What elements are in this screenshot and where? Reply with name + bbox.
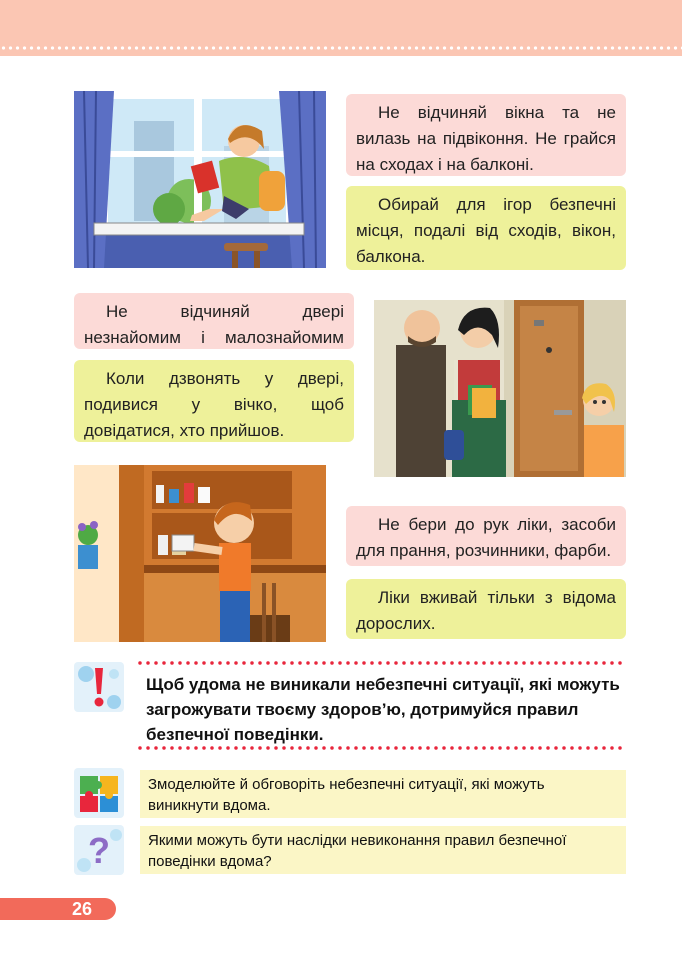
play-rule-card xyxy=(346,186,626,270)
window-illustration xyxy=(74,91,326,268)
rule-top-divider xyxy=(136,661,626,665)
question-task-text: Якими можуть бути наслідки невиконання правил безпечної поведінки вдома? xyxy=(148,832,567,870)
medicine-illustration xyxy=(74,465,326,642)
peephole-rule-card xyxy=(74,360,354,442)
model-task xyxy=(140,770,626,818)
page-number: 26 xyxy=(0,898,116,920)
peephole-rule-text: Коли дзвонять у двері, подивися у вічко, щоб довідатися, хто прийшов. xyxy=(84,369,344,440)
rule-bottom-divider xyxy=(136,746,626,750)
header-dotted-line xyxy=(0,46,682,50)
adult-rule-text: Ліки вживай тільки з відома дорослих. xyxy=(356,588,616,633)
door-rule-card xyxy=(74,293,354,349)
svg-text:?: ? xyxy=(88,830,110,871)
adult-rule-card xyxy=(346,579,626,639)
door-rule-text: Не відчиняй двері незнайомим і малознайомим xyxy=(84,302,344,347)
door-illustration xyxy=(374,300,626,477)
puzzle-icon xyxy=(74,768,124,818)
question-icon xyxy=(74,825,124,875)
model-task-text: Змоделюйте й обговоріть небезпечні ситуації, які можуть виникнути вдома. xyxy=(148,776,545,814)
medicine-rule-text: Не бери до рук ліки, засоби для прання, розчинники, фарби. xyxy=(356,515,616,560)
medicine-rule-card xyxy=(346,506,626,566)
question-task xyxy=(140,826,626,874)
exclamation-icon xyxy=(74,662,124,712)
window-rule-text: Не відчиняй вікна та не вилазь на підвіконня. Не грайся на сходах і на балконі. xyxy=(356,103,616,174)
window-rule-card xyxy=(346,94,626,176)
safety-rule-text: Щоб удома не виникали небезпечні ситуації, які можуть загрожувати твоєму здоров’ю, дотримуйся правил безпечної поведінки. xyxy=(146,675,620,744)
play-rule-text: Обирай для ігор безпечні місця, подалі від сходів, вікон, балкона. xyxy=(356,195,616,266)
